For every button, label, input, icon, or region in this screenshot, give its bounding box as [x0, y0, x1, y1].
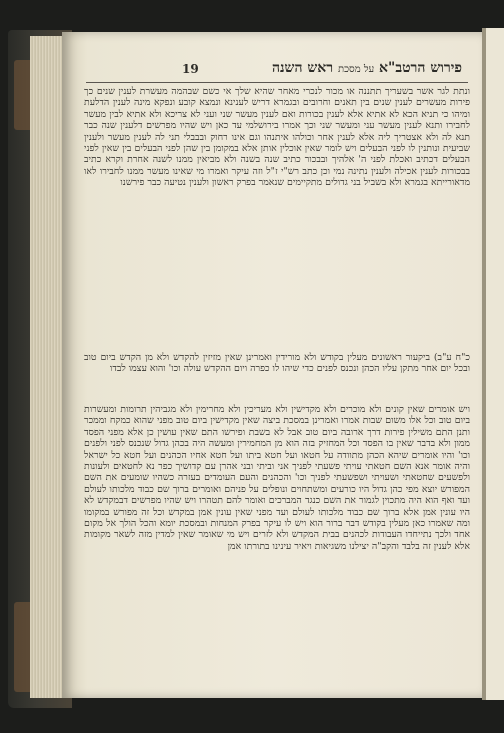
page-header [100, 60, 470, 82]
paragraph-3: ויש אומרים שאין קונים ולא מוכרים ולא מקדישין ולא מעריכין ולא מחרימין ולא מגביהין תרומות ומעשרות ביום טוב וכל אלו משום שבות אמרו ואמרינן במסכת ביצה שאין מקדישין ביום טוב מפני שהוא כמקח וממכר ותנן התם משילין פירות דרך ארובה ביום טוב אבל לא בשבת ופירשו התם שאין עושין כן אלא מפני הפסד ממון ולא בדבר שאין בו הפסד וכל המחזיק בזה הוא מן המחמירין ומעשה היה בכהן גדול שנכנס לפני ולפנים וכו' והיו אומרים שיהא הכהן מתוודה על חטאו ועל חטא ביתו ועל חטא אחיו הכהנים ועל חטא כל ישראל והיה אומר אנא השם חטאתי עויתי פשעתי לפניך אני וביתי ובני אהרן עם קדושיך כפר נא לחטאים ולעונות ולפשעים שחטאתי ושעויתי ושפשעתי לפניך וכו' והכהנים והעם העומדים בעזרה כשהיו שומעים את השם המפורש יוצא מפי כהן גדול היו כורעים ומשתחוים ונופלים על פניהם ואומרים ברוך שם כבוד מלכותו לעולם ועד ואף הוא היה מתכוין לגמור את השם כנגד המברכים ואומר להם תטהרו ויש שהיו מפרשים דבמקדש לא היו עונין אמן אלא ברוך שם כבוד מלכותו לעולם ועד מפני שאין עונין אמן במקדש וכל זה מפורש במקומו ומה שאמרו כאן מעלין בקודש דבר ברור הוא ויש לו עיקר בפרק המנחות ובמסכת יומא והכל הולך אל מקום אחד ולכך נתייחדו העבודות לכהנים בבית המקדש ולא לזרים ויש מי שאומר שאין למדין מזה לשאר מקומות אלא לענין זה בלבד והקב"ה יצילנו משגיאות ויאיר עינינו בתורתו אמן [84, 404, 470, 552]
paragraph-2: כ"ח ע"ב) ביקעור ראשונים מעלין בקודש ולא מורידין ואמרינן שאין מזיזין להקדש ולא מן הקדש ביום טוב ובכל יום אחר מתקן עליו הכהן ונכנס לפנים כדי שיהו לו כפרה ויום ההקדש עולה וכו' והוא עצמו לבדו [84, 352, 470, 375]
running-head [272, 60, 462, 77]
running-head-connector: על מסכת [338, 64, 375, 75]
running-head-title: פירוש הרטב"א [379, 60, 462, 76]
page-number: 19 [182, 62, 199, 76]
header-rule [86, 82, 468, 83]
paragraph-1: ונתת לגר אשר בשעריך תתננה או מכור לנכרי מאחר שהיא שלך אי כשם שבהמה מעשרת לענין שנים כך פירות מעשרים לענין שנים בין תאנים וחרובים ובגמרא דריש לענינא ונמצא קובע ונפקא מינה לענין הדלעת ומיהו כי תניא הכא לא אתיא אלא לענין בכורות ואם לענין מעשר שני ועני לא צריכא ולא אתיא לבין מעשר לחבירו ותנא לענין מעשר עני ומעשר שני וכך אמרו בירושלמי עד כאן ויש שהיו מפרשים דלענין שנה כבר תנא לה ולא אצטריך ליה אלא לענין אחר וכולהו איתנהו וגם אינו רחוק ובבבלי תני לה לענין מעשר ולענין שביעית ונותנין לו לפני הבעלים ויש לומר שאין אוכלין אותן אלא במקומן בין שהן לפני הבעלים בין שאין לפני הבעלים דכתיב ואכלת לפני ה' אלהיך ובבכור כתיב שנה בשנה ולא מביאין ממנו לשנה אחרת וקרא כתיב בבכורות לענין אכילה ולענין נתינה נמי וכן כתב רש"י ז"ל וזה עיקר ואמרו מי שאינו מעשר ממנו לחבירו לאו מדאורייתא בגמרא ולא בשביל בני גדולים מתקיימים שנאמר בפרק ראשון ולענין נטיעה כבר פירשנו [84, 86, 470, 189]
running-head-tractate: ראש השנה [271, 60, 334, 76]
facing-page-edge [482, 28, 504, 700]
